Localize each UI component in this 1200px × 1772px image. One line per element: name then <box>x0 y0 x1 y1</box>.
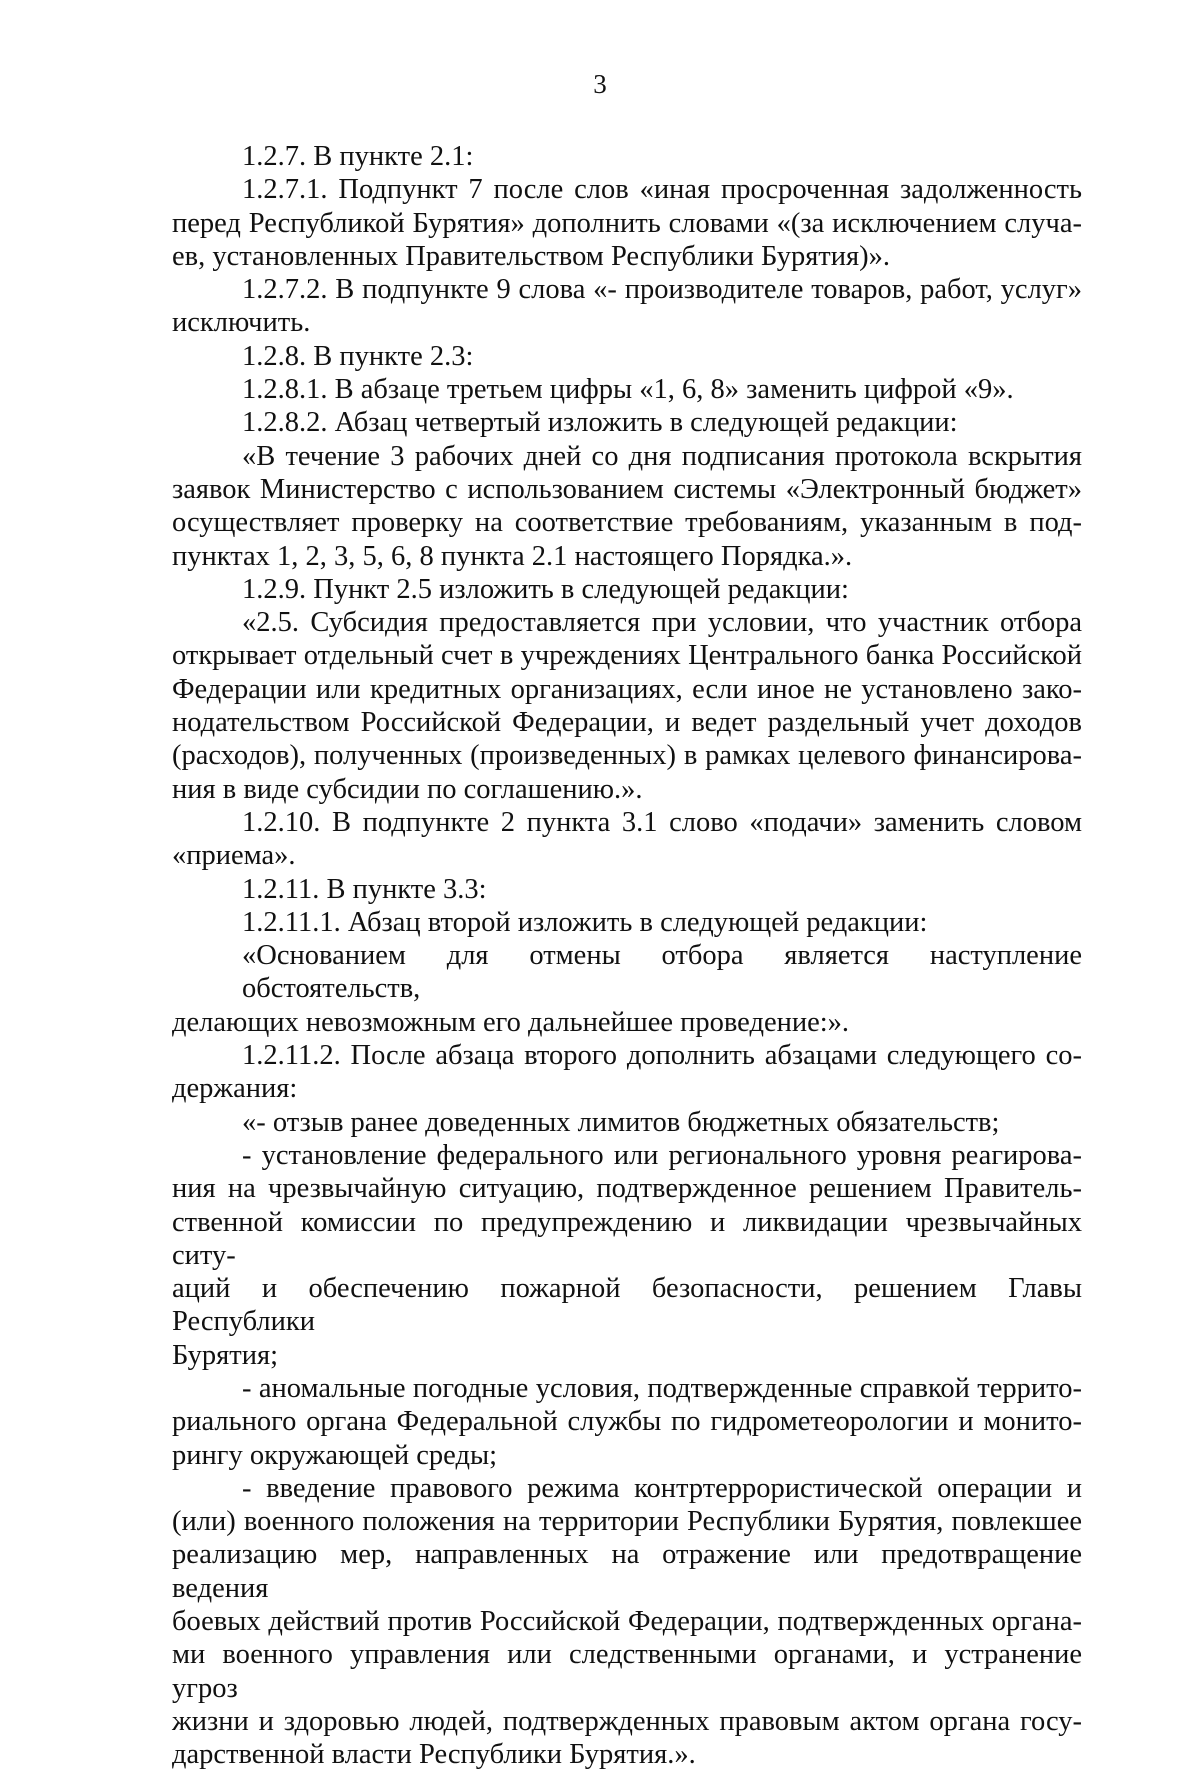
paragraph-line: (или) военного положения на территории Республики Бурятия, повлекшее <box>172 1506 1082 1538</box>
paragraph <box>172 1139 1082 1372</box>
paragraph-line: открывает отдельный счет в учреждениях Центрального банка Российской <box>172 640 1082 672</box>
paragraph-line: «- отзыв ранее доведенных лимитов бюджетных обязательств; <box>242 1106 1000 1138</box>
paragraph-line: жизни и здоровью людей, подтвержденных правовым актом органа госу- <box>172 1705 1082 1737</box>
paragraph <box>172 1106 1082 1139</box>
paragraph-line: реализацию мер, направленных на отражение или предотвращение ведения <box>172 1539 1082 1604</box>
paragraph <box>172 440 1082 573</box>
paragraph <box>172 806 1082 873</box>
paragraph-line: аций и обеспечению пожарной безопасности, решением Главы Республики <box>172 1273 1082 1338</box>
paragraph-line: - установление федерального или регионального уровня реагирова- <box>242 1139 1082 1171</box>
paragraph-line: 1.2.10. В подпункте 2 пункта 3.1 слово «подачи» заменить словом <box>242 806 1082 838</box>
paragraph-line: рингу окружающей среды; <box>172 1439 498 1471</box>
paragraph <box>172 140 1082 173</box>
paragraph-line: нодательством Российской Федерации, и ведет раздельный учет доходов <box>172 707 1082 739</box>
paragraph-line: осуществляет проверку на соответствие требованиям, указанным в под- <box>172 507 1082 539</box>
paragraph-line: 1.2.8.2. Абзац четвертый изложить в следующей редакции: <box>242 407 958 439</box>
paragraph-line: - аномальные погодные условия, подтвержденные справкой террито- <box>242 1372 1082 1404</box>
paragraph-line: держания: <box>172 1073 298 1105</box>
paragraph <box>172 939 1082 1039</box>
paragraph-line: ми военного управления или следственными органами, и устранение угроз <box>172 1639 1082 1704</box>
paragraph <box>172 173 1082 273</box>
paragraph-line: «В течение 3 рабочих дней со дня подписания протокола вскрытия <box>242 440 1082 472</box>
paragraph <box>172 873 1082 906</box>
paragraph <box>172 1039 1082 1106</box>
page-number: 3 <box>593 69 607 99</box>
paragraph-line: (расходов), полученных (произведенных) в рамках целевого финансирова- <box>172 740 1082 772</box>
paragraph-line: ния в виде субсидии по соглашению.». <box>172 773 643 805</box>
paragraph <box>172 573 1082 606</box>
paragraph-line: «Основанием для отмены отбора является наступление обстоятельств, <box>242 940 1082 1005</box>
paragraph-line: ственной комиссии по предупреждению и ликвидации чрезвычайных ситу- <box>172 1206 1082 1271</box>
paragraph-line: дарственной власти Республики Бурятия.». <box>172 1739 696 1771</box>
paragraph-line: пунктах 1, 2, 3, 5, 6, 8 пункта 2.1 настоящего Порядка.». <box>172 540 853 572</box>
paragraph-line: 1.2.11. В пункте 3.3: <box>242 873 487 905</box>
paragraph-line: делающих невозможным его дальнейшее проведение:». <box>172 1006 850 1038</box>
paragraph-line: заявок Министерство с использованием системы «Электронный бюджет» <box>172 473 1082 505</box>
paragraph-line: риального органа Федеральной службы по гидрометеорологии и монито- <box>172 1406 1082 1438</box>
paragraph-line: 1.2.7. В пункте 2.1: <box>242 141 474 172</box>
paragraph-line: перед Республикой Бурятия» дополнить словами «(за исключением случа- <box>172 207 1082 239</box>
paragraph-line: исключить. <box>172 307 311 339</box>
paragraph-line: ев, установленных Правительством Республики Бурятия)». <box>172 240 890 272</box>
paragraph <box>172 373 1082 406</box>
paragraph <box>172 1372 1082 1472</box>
paragraph-line: ния на чрезвычайную ситуацию, подтвержденное решением Правитель- <box>172 1173 1082 1205</box>
paragraph <box>172 273 1082 340</box>
paragraph <box>172 1472 1082 1772</box>
paragraph <box>172 340 1082 373</box>
paragraph-line: Бурятия; <box>172 1339 278 1371</box>
paragraph-line: «приема». <box>172 840 296 872</box>
paragraph <box>172 906 1082 939</box>
paragraph-line: 1.2.9. Пункт 2.5 изложить в следующей редакции: <box>242 573 849 605</box>
paragraph-line: 1.2.7.2. В подпункте 9 слова «- производителе товаров, работ, услуг» <box>242 274 1082 306</box>
paragraph-line: 1.2.11.1. Абзац второй изложить в следующей редакции: <box>242 906 928 938</box>
paragraph <box>172 406 1082 439</box>
paragraph-line: 1.2.8.1. В абзаце третьем цифры «1, 6, 8» заменить цифрой «9». <box>242 374 1014 406</box>
paragraph-line: 1.2.11.2. После абзаца второго дополнить абзацами следующего со- <box>242 1040 1082 1072</box>
document-body <box>172 140 1082 1772</box>
paragraph-line: - введение правового режима контртеррористической операции и <box>242 1472 1082 1504</box>
paragraph-line: 1.2.7.1. Подпункт 7 после слов «иная просроченная задолженность <box>242 174 1082 206</box>
paragraph <box>172 606 1082 806</box>
paragraph-line: Федерации или кредитных организациях, если иное не установлено зако- <box>172 673 1082 705</box>
paragraph-line: 1.2.8. В пункте 2.3: <box>242 340 474 372</box>
paragraph-line: боевых действий против Российской Федерации, подтвержденных органа- <box>172 1606 1082 1638</box>
paragraph-line: «2.5. Субсидия предоставляется при условии, что участник отбора <box>242 607 1082 639</box>
